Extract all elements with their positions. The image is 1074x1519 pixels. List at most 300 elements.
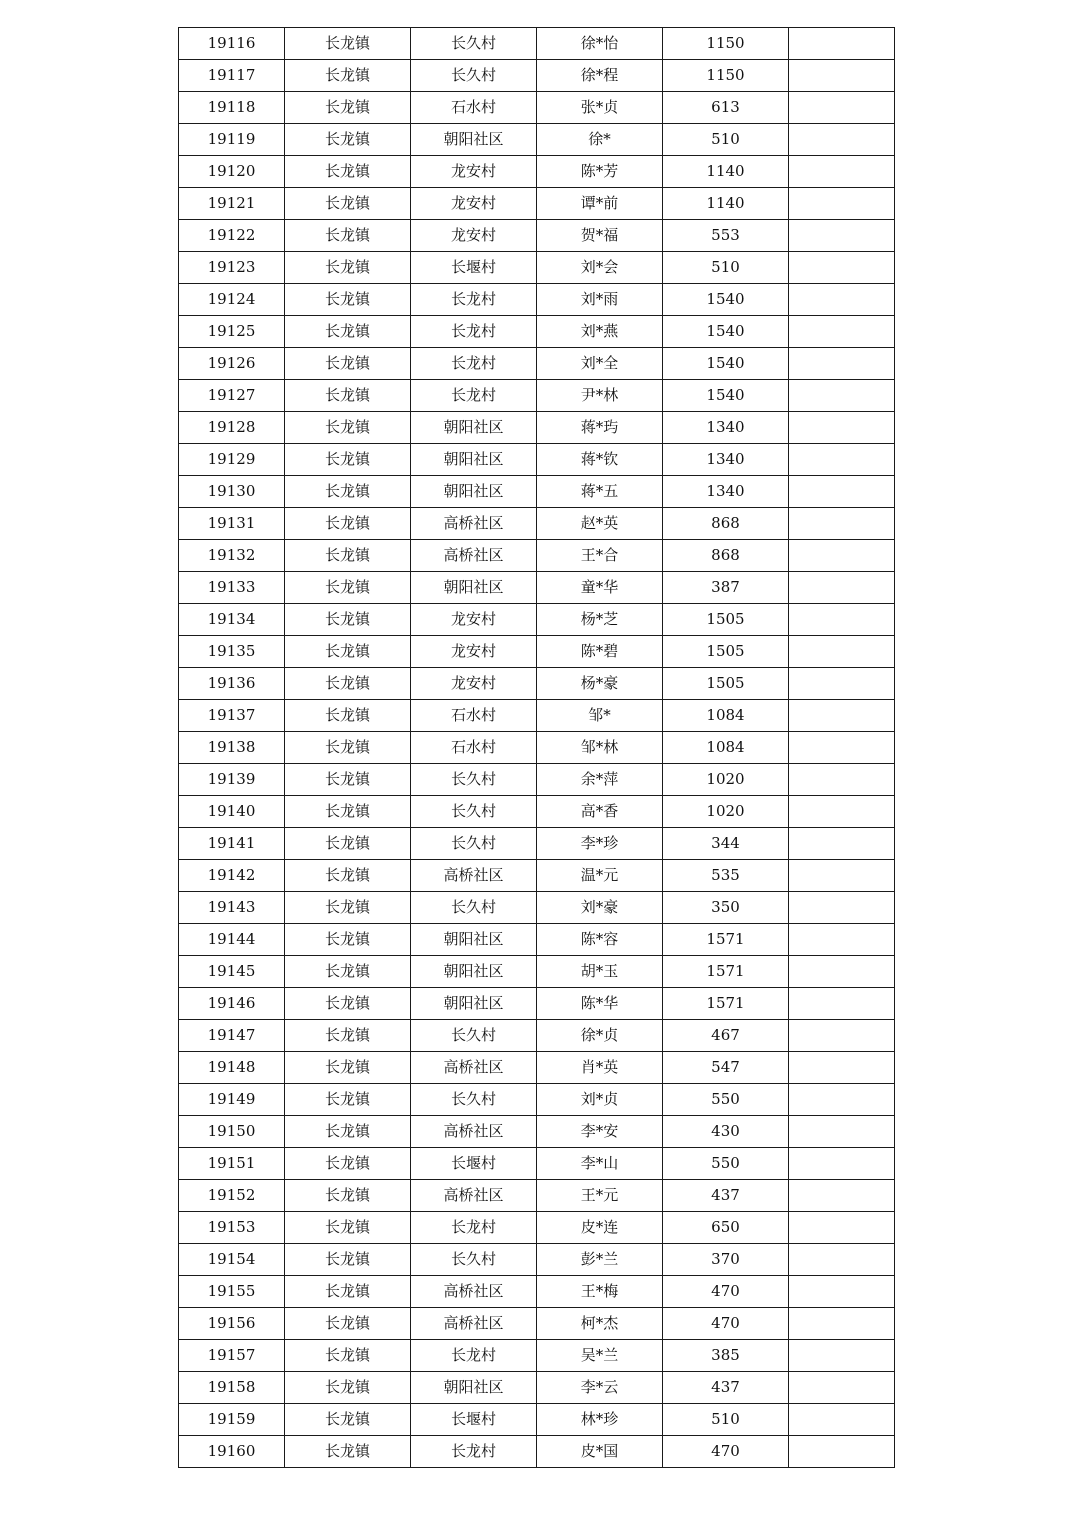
remark-cell — [789, 828, 895, 860]
serial-number-cell: 19132 — [179, 540, 285, 572]
town-cell: 长龙镇 — [285, 604, 411, 636]
village-cell: 龙安村 — [411, 220, 537, 252]
village-cell: 长龙村 — [411, 380, 537, 412]
town-cell: 长龙镇 — [285, 188, 411, 220]
remark-cell — [789, 988, 895, 1020]
village-cell: 高桥社区 — [411, 1180, 537, 1212]
remark-cell — [789, 1340, 895, 1372]
name-cell: 徐*贞 — [537, 1020, 663, 1052]
town-cell: 长龙镇 — [285, 220, 411, 252]
town-cell: 长龙镇 — [285, 700, 411, 732]
amount-cell: 470 — [663, 1436, 789, 1468]
table-row — [179, 508, 895, 540]
table-row — [179, 1212, 895, 1244]
name-cell: 吴*兰 — [537, 1340, 663, 1372]
serial-number-cell: 19140 — [179, 796, 285, 828]
village-cell: 长久村 — [411, 1244, 537, 1276]
village-cell: 长久村 — [411, 764, 537, 796]
amount-cell: 553 — [663, 220, 789, 252]
remark-cell — [789, 1084, 895, 1116]
amount-cell: 868 — [663, 540, 789, 572]
name-cell: 刘*全 — [537, 348, 663, 380]
serial-number-cell: 19129 — [179, 444, 285, 476]
remark-cell — [789, 1404, 895, 1436]
serial-number-cell: 19131 — [179, 508, 285, 540]
table-row — [179, 476, 895, 508]
village-cell: 龙安村 — [411, 636, 537, 668]
town-cell: 长龙镇 — [285, 1436, 411, 1468]
remark-cell — [789, 188, 895, 220]
village-cell: 石水村 — [411, 700, 537, 732]
serial-number-cell: 19154 — [179, 1244, 285, 1276]
serial-number-cell: 19118 — [179, 92, 285, 124]
amount-cell: 510 — [663, 124, 789, 156]
amount-cell: 1540 — [663, 380, 789, 412]
name-cell: 柯*杰 — [537, 1308, 663, 1340]
remark-cell — [789, 220, 895, 252]
village-cell: 长久村 — [411, 892, 537, 924]
village-cell: 长久村 — [411, 828, 537, 860]
table-row — [179, 1244, 895, 1276]
amount-cell: 1571 — [663, 956, 789, 988]
name-cell: 刘*豪 — [537, 892, 663, 924]
name-cell: 蒋*五 — [537, 476, 663, 508]
amount-cell: 1505 — [663, 604, 789, 636]
village-cell: 朝阳社区 — [411, 572, 537, 604]
remark-cell — [789, 1436, 895, 1468]
remark-cell — [789, 60, 895, 92]
amount-cell: 1571 — [663, 988, 789, 1020]
remark-cell — [789, 1020, 895, 1052]
serial-number-cell: 19134 — [179, 604, 285, 636]
name-cell: 刘*贞 — [537, 1084, 663, 1116]
serial-number-cell: 19144 — [179, 924, 285, 956]
town-cell: 长龙镇 — [285, 28, 411, 60]
serial-number-cell: 19137 — [179, 700, 285, 732]
name-cell: 陈*华 — [537, 988, 663, 1020]
remark-cell — [789, 540, 895, 572]
serial-number-cell: 19149 — [179, 1084, 285, 1116]
town-cell: 长龙镇 — [285, 1148, 411, 1180]
remark-cell — [789, 476, 895, 508]
name-cell: 李*云 — [537, 1372, 663, 1404]
village-cell: 高桥社区 — [411, 508, 537, 540]
amount-cell: 650 — [663, 1212, 789, 1244]
remark-cell — [789, 124, 895, 156]
village-cell: 朝阳社区 — [411, 412, 537, 444]
village-cell: 朝阳社区 — [411, 924, 537, 956]
remark-cell — [789, 508, 895, 540]
remark-cell — [789, 252, 895, 284]
town-cell: 长龙镇 — [285, 508, 411, 540]
name-cell: 皮*国 — [537, 1436, 663, 1468]
amount-cell: 1340 — [663, 476, 789, 508]
village-cell: 长堰村 — [411, 252, 537, 284]
remark-cell — [789, 732, 895, 764]
serial-number-cell: 19135 — [179, 636, 285, 668]
table-row — [179, 1180, 895, 1212]
amount-cell: 1540 — [663, 348, 789, 380]
name-cell: 林*珍 — [537, 1404, 663, 1436]
town-cell: 长龙镇 — [285, 796, 411, 828]
amount-cell: 550 — [663, 1148, 789, 1180]
amount-cell: 550 — [663, 1084, 789, 1116]
table-row — [179, 92, 895, 124]
serial-number-cell: 19123 — [179, 252, 285, 284]
remark-cell — [789, 1244, 895, 1276]
name-cell: 李*山 — [537, 1148, 663, 1180]
remark-cell — [789, 572, 895, 604]
town-cell: 长龙镇 — [285, 636, 411, 668]
remark-cell — [789, 1276, 895, 1308]
serial-number-cell: 19122 — [179, 220, 285, 252]
remark-cell — [789, 1180, 895, 1212]
name-cell: 陈*碧 — [537, 636, 663, 668]
table-row — [179, 124, 895, 156]
serial-number-cell: 19145 — [179, 956, 285, 988]
town-cell: 长龙镇 — [285, 988, 411, 1020]
serial-number-cell: 19153 — [179, 1212, 285, 1244]
amount-cell: 1140 — [663, 188, 789, 220]
table-row — [179, 1148, 895, 1180]
town-cell: 长龙镇 — [285, 1244, 411, 1276]
serial-number-cell: 19143 — [179, 892, 285, 924]
remark-cell — [789, 28, 895, 60]
town-cell: 长龙镇 — [285, 764, 411, 796]
table-row — [179, 924, 895, 956]
town-cell: 长龙镇 — [285, 1276, 411, 1308]
name-cell: 徐*程 — [537, 60, 663, 92]
town-cell: 长龙镇 — [285, 732, 411, 764]
village-cell: 朝阳社区 — [411, 956, 537, 988]
table-row — [179, 444, 895, 476]
amount-cell: 437 — [663, 1372, 789, 1404]
table-row — [179, 316, 895, 348]
name-cell: 陈*容 — [537, 924, 663, 956]
town-cell: 长龙镇 — [285, 1404, 411, 1436]
table-row — [179, 732, 895, 764]
table-row — [179, 860, 895, 892]
amount-cell: 350 — [663, 892, 789, 924]
town-cell: 长龙镇 — [285, 444, 411, 476]
amount-cell: 470 — [663, 1308, 789, 1340]
town-cell: 长龙镇 — [285, 124, 411, 156]
amount-cell: 535 — [663, 860, 789, 892]
name-cell: 徐*怡 — [537, 28, 663, 60]
table-row — [179, 60, 895, 92]
serial-number-cell: 19120 — [179, 156, 285, 188]
name-cell: 谭*前 — [537, 188, 663, 220]
amount-cell: 344 — [663, 828, 789, 860]
amount-cell: 1140 — [663, 156, 789, 188]
table-row — [179, 380, 895, 412]
village-cell: 长龙村 — [411, 348, 537, 380]
serial-number-cell: 19126 — [179, 348, 285, 380]
amount-cell: 1020 — [663, 764, 789, 796]
remark-cell — [789, 92, 895, 124]
table-row — [179, 156, 895, 188]
town-cell: 长龙镇 — [285, 316, 411, 348]
table-row — [179, 1340, 895, 1372]
table-row — [179, 1436, 895, 1468]
town-cell: 长龙镇 — [285, 284, 411, 316]
serial-number-cell: 19152 — [179, 1180, 285, 1212]
amount-cell: 467 — [663, 1020, 789, 1052]
village-cell: 朝阳社区 — [411, 444, 537, 476]
village-cell: 高桥社区 — [411, 860, 537, 892]
serial-number-cell: 19148 — [179, 1052, 285, 1084]
table-row — [179, 1116, 895, 1148]
amount-cell: 1020 — [663, 796, 789, 828]
town-cell: 长龙镇 — [285, 1052, 411, 1084]
remark-cell — [789, 604, 895, 636]
remark-cell — [789, 156, 895, 188]
name-cell: 李*安 — [537, 1116, 663, 1148]
amount-cell: 613 — [663, 92, 789, 124]
amount-cell: 1340 — [663, 444, 789, 476]
amount-cell: 387 — [663, 572, 789, 604]
town-cell: 长龙镇 — [285, 1116, 411, 1148]
remark-cell — [789, 1148, 895, 1180]
remark-cell — [789, 956, 895, 988]
table-row — [179, 764, 895, 796]
serial-number-cell: 19138 — [179, 732, 285, 764]
town-cell: 长龙镇 — [285, 348, 411, 380]
table-row — [179, 412, 895, 444]
roster-table-body — [179, 28, 895, 1468]
town-cell: 长龙镇 — [285, 1020, 411, 1052]
town-cell: 长龙镇 — [285, 476, 411, 508]
town-cell: 长龙镇 — [285, 156, 411, 188]
serial-number-cell: 19121 — [179, 188, 285, 220]
serial-number-cell: 19146 — [179, 988, 285, 1020]
table-row — [179, 796, 895, 828]
town-cell: 长龙镇 — [285, 860, 411, 892]
table-row — [179, 892, 895, 924]
serial-number-cell: 19119 — [179, 124, 285, 156]
name-cell: 杨*芝 — [537, 604, 663, 636]
table-row — [179, 1372, 895, 1404]
serial-number-cell: 19155 — [179, 1276, 285, 1308]
name-cell: 王*梅 — [537, 1276, 663, 1308]
amount-cell: 510 — [663, 1404, 789, 1436]
amount-cell: 1505 — [663, 636, 789, 668]
table-row — [179, 252, 895, 284]
name-cell: 蒋*钦 — [537, 444, 663, 476]
amount-cell: 1571 — [663, 924, 789, 956]
name-cell: 杨*豪 — [537, 668, 663, 700]
amount-cell: 430 — [663, 1116, 789, 1148]
remark-cell — [789, 924, 895, 956]
remark-cell — [789, 892, 895, 924]
serial-number-cell: 19157 — [179, 1340, 285, 1372]
village-cell: 龙安村 — [411, 604, 537, 636]
village-cell: 龙安村 — [411, 188, 537, 220]
table-row — [179, 1020, 895, 1052]
table-row — [179, 1276, 895, 1308]
table-row — [179, 348, 895, 380]
remark-cell — [789, 796, 895, 828]
village-cell: 龙安村 — [411, 668, 537, 700]
name-cell: 高*香 — [537, 796, 663, 828]
serial-number-cell: 19117 — [179, 60, 285, 92]
town-cell: 长龙镇 — [285, 924, 411, 956]
table-row — [179, 1052, 895, 1084]
amount-cell: 1150 — [663, 28, 789, 60]
village-cell: 石水村 — [411, 92, 537, 124]
name-cell: 贺*福 — [537, 220, 663, 252]
village-cell: 高桥社区 — [411, 540, 537, 572]
village-cell: 长龙村 — [411, 316, 537, 348]
serial-number-cell: 19147 — [179, 1020, 285, 1052]
name-cell: 童*华 — [537, 572, 663, 604]
village-cell: 长龙村 — [411, 284, 537, 316]
village-cell: 朝阳社区 — [411, 1372, 537, 1404]
amount-cell: 1505 — [663, 668, 789, 700]
town-cell: 长龙镇 — [285, 668, 411, 700]
town-cell: 长龙镇 — [285, 956, 411, 988]
serial-number-cell: 19158 — [179, 1372, 285, 1404]
amount-cell: 1340 — [663, 412, 789, 444]
village-cell: 长久村 — [411, 796, 537, 828]
village-cell: 长龙村 — [411, 1340, 537, 1372]
village-cell: 长堰村 — [411, 1404, 537, 1436]
name-cell: 胡*玉 — [537, 956, 663, 988]
table-row — [179, 188, 895, 220]
serial-number-cell: 19141 — [179, 828, 285, 860]
village-cell: 高桥社区 — [411, 1052, 537, 1084]
remark-cell — [789, 412, 895, 444]
town-cell: 长龙镇 — [285, 540, 411, 572]
remark-cell — [789, 636, 895, 668]
serial-number-cell: 19128 — [179, 412, 285, 444]
remark-cell — [789, 316, 895, 348]
village-cell: 高桥社区 — [411, 1276, 537, 1308]
town-cell: 长龙镇 — [285, 412, 411, 444]
name-cell: 徐* — [537, 124, 663, 156]
name-cell: 陈*芳 — [537, 156, 663, 188]
town-cell: 长龙镇 — [285, 380, 411, 412]
name-cell: 蒋*玙 — [537, 412, 663, 444]
name-cell: 刘*雨 — [537, 284, 663, 316]
serial-number-cell: 19130 — [179, 476, 285, 508]
town-cell: 长龙镇 — [285, 828, 411, 860]
remark-cell — [789, 444, 895, 476]
serial-number-cell: 19156 — [179, 1308, 285, 1340]
serial-number-cell: 19124 — [179, 284, 285, 316]
name-cell: 余*萍 — [537, 764, 663, 796]
amount-cell: 370 — [663, 1244, 789, 1276]
name-cell: 尹*林 — [537, 380, 663, 412]
town-cell: 长龙镇 — [285, 1372, 411, 1404]
table-row — [179, 540, 895, 572]
town-cell: 长龙镇 — [285, 1308, 411, 1340]
serial-number-cell: 19127 — [179, 380, 285, 412]
town-cell: 长龙镇 — [285, 60, 411, 92]
serial-number-cell: 19136 — [179, 668, 285, 700]
remark-cell — [789, 1212, 895, 1244]
amount-cell: 470 — [663, 1276, 789, 1308]
town-cell: 长龙镇 — [285, 892, 411, 924]
roster-table — [178, 27, 895, 1468]
serial-number-cell: 19142 — [179, 860, 285, 892]
name-cell: 刘*燕 — [537, 316, 663, 348]
village-cell: 高桥社区 — [411, 1116, 537, 1148]
village-cell: 长久村 — [411, 1084, 537, 1116]
village-cell: 石水村 — [411, 732, 537, 764]
serial-number-cell: 19133 — [179, 572, 285, 604]
table-row — [179, 700, 895, 732]
village-cell: 朝阳社区 — [411, 988, 537, 1020]
amount-cell: 1540 — [663, 316, 789, 348]
table-row — [179, 1308, 895, 1340]
amount-cell: 1084 — [663, 732, 789, 764]
name-cell: 彭*兰 — [537, 1244, 663, 1276]
amount-cell: 1540 — [663, 284, 789, 316]
serial-number-cell: 19116 — [179, 28, 285, 60]
serial-number-cell: 19160 — [179, 1436, 285, 1468]
town-cell: 长龙镇 — [285, 572, 411, 604]
serial-number-cell: 19159 — [179, 1404, 285, 1436]
name-cell: 温*元 — [537, 860, 663, 892]
name-cell: 皮*连 — [537, 1212, 663, 1244]
table-row — [179, 604, 895, 636]
remark-cell — [789, 668, 895, 700]
name-cell: 王*合 — [537, 540, 663, 572]
name-cell: 张*贞 — [537, 92, 663, 124]
table-row — [179, 1084, 895, 1116]
table-row — [179, 28, 895, 60]
name-cell: 邹* — [537, 700, 663, 732]
table-row — [179, 284, 895, 316]
remark-cell — [789, 348, 895, 380]
table-row — [179, 1404, 895, 1436]
name-cell: 李*珍 — [537, 828, 663, 860]
village-cell: 朝阳社区 — [411, 476, 537, 508]
remark-cell — [789, 1372, 895, 1404]
amount-cell: 385 — [663, 1340, 789, 1372]
amount-cell: 1150 — [663, 60, 789, 92]
remark-cell — [789, 1052, 895, 1084]
serial-number-cell: 19125 — [179, 316, 285, 348]
remark-cell — [789, 380, 895, 412]
town-cell: 长龙镇 — [285, 252, 411, 284]
village-cell: 长久村 — [411, 1020, 537, 1052]
village-cell: 高桥社区 — [411, 1308, 537, 1340]
table-row — [179, 828, 895, 860]
amount-cell: 437 — [663, 1180, 789, 1212]
town-cell: 长龙镇 — [285, 1212, 411, 1244]
village-cell: 长龙村 — [411, 1436, 537, 1468]
town-cell: 长龙镇 — [285, 92, 411, 124]
table-row — [179, 572, 895, 604]
table-row — [179, 636, 895, 668]
name-cell: 刘*会 — [537, 252, 663, 284]
amount-cell: 510 — [663, 252, 789, 284]
serial-number-cell: 19151 — [179, 1148, 285, 1180]
village-cell: 长堰村 — [411, 1148, 537, 1180]
name-cell: 王*元 — [537, 1180, 663, 1212]
amount-cell: 868 — [663, 508, 789, 540]
name-cell: 肖*英 — [537, 1052, 663, 1084]
village-cell: 朝阳社区 — [411, 124, 537, 156]
town-cell: 长龙镇 — [285, 1084, 411, 1116]
village-cell: 长龙村 — [411, 1212, 537, 1244]
name-cell: 邹*林 — [537, 732, 663, 764]
serial-number-cell: 19150 — [179, 1116, 285, 1148]
remark-cell — [789, 764, 895, 796]
table-row — [179, 668, 895, 700]
